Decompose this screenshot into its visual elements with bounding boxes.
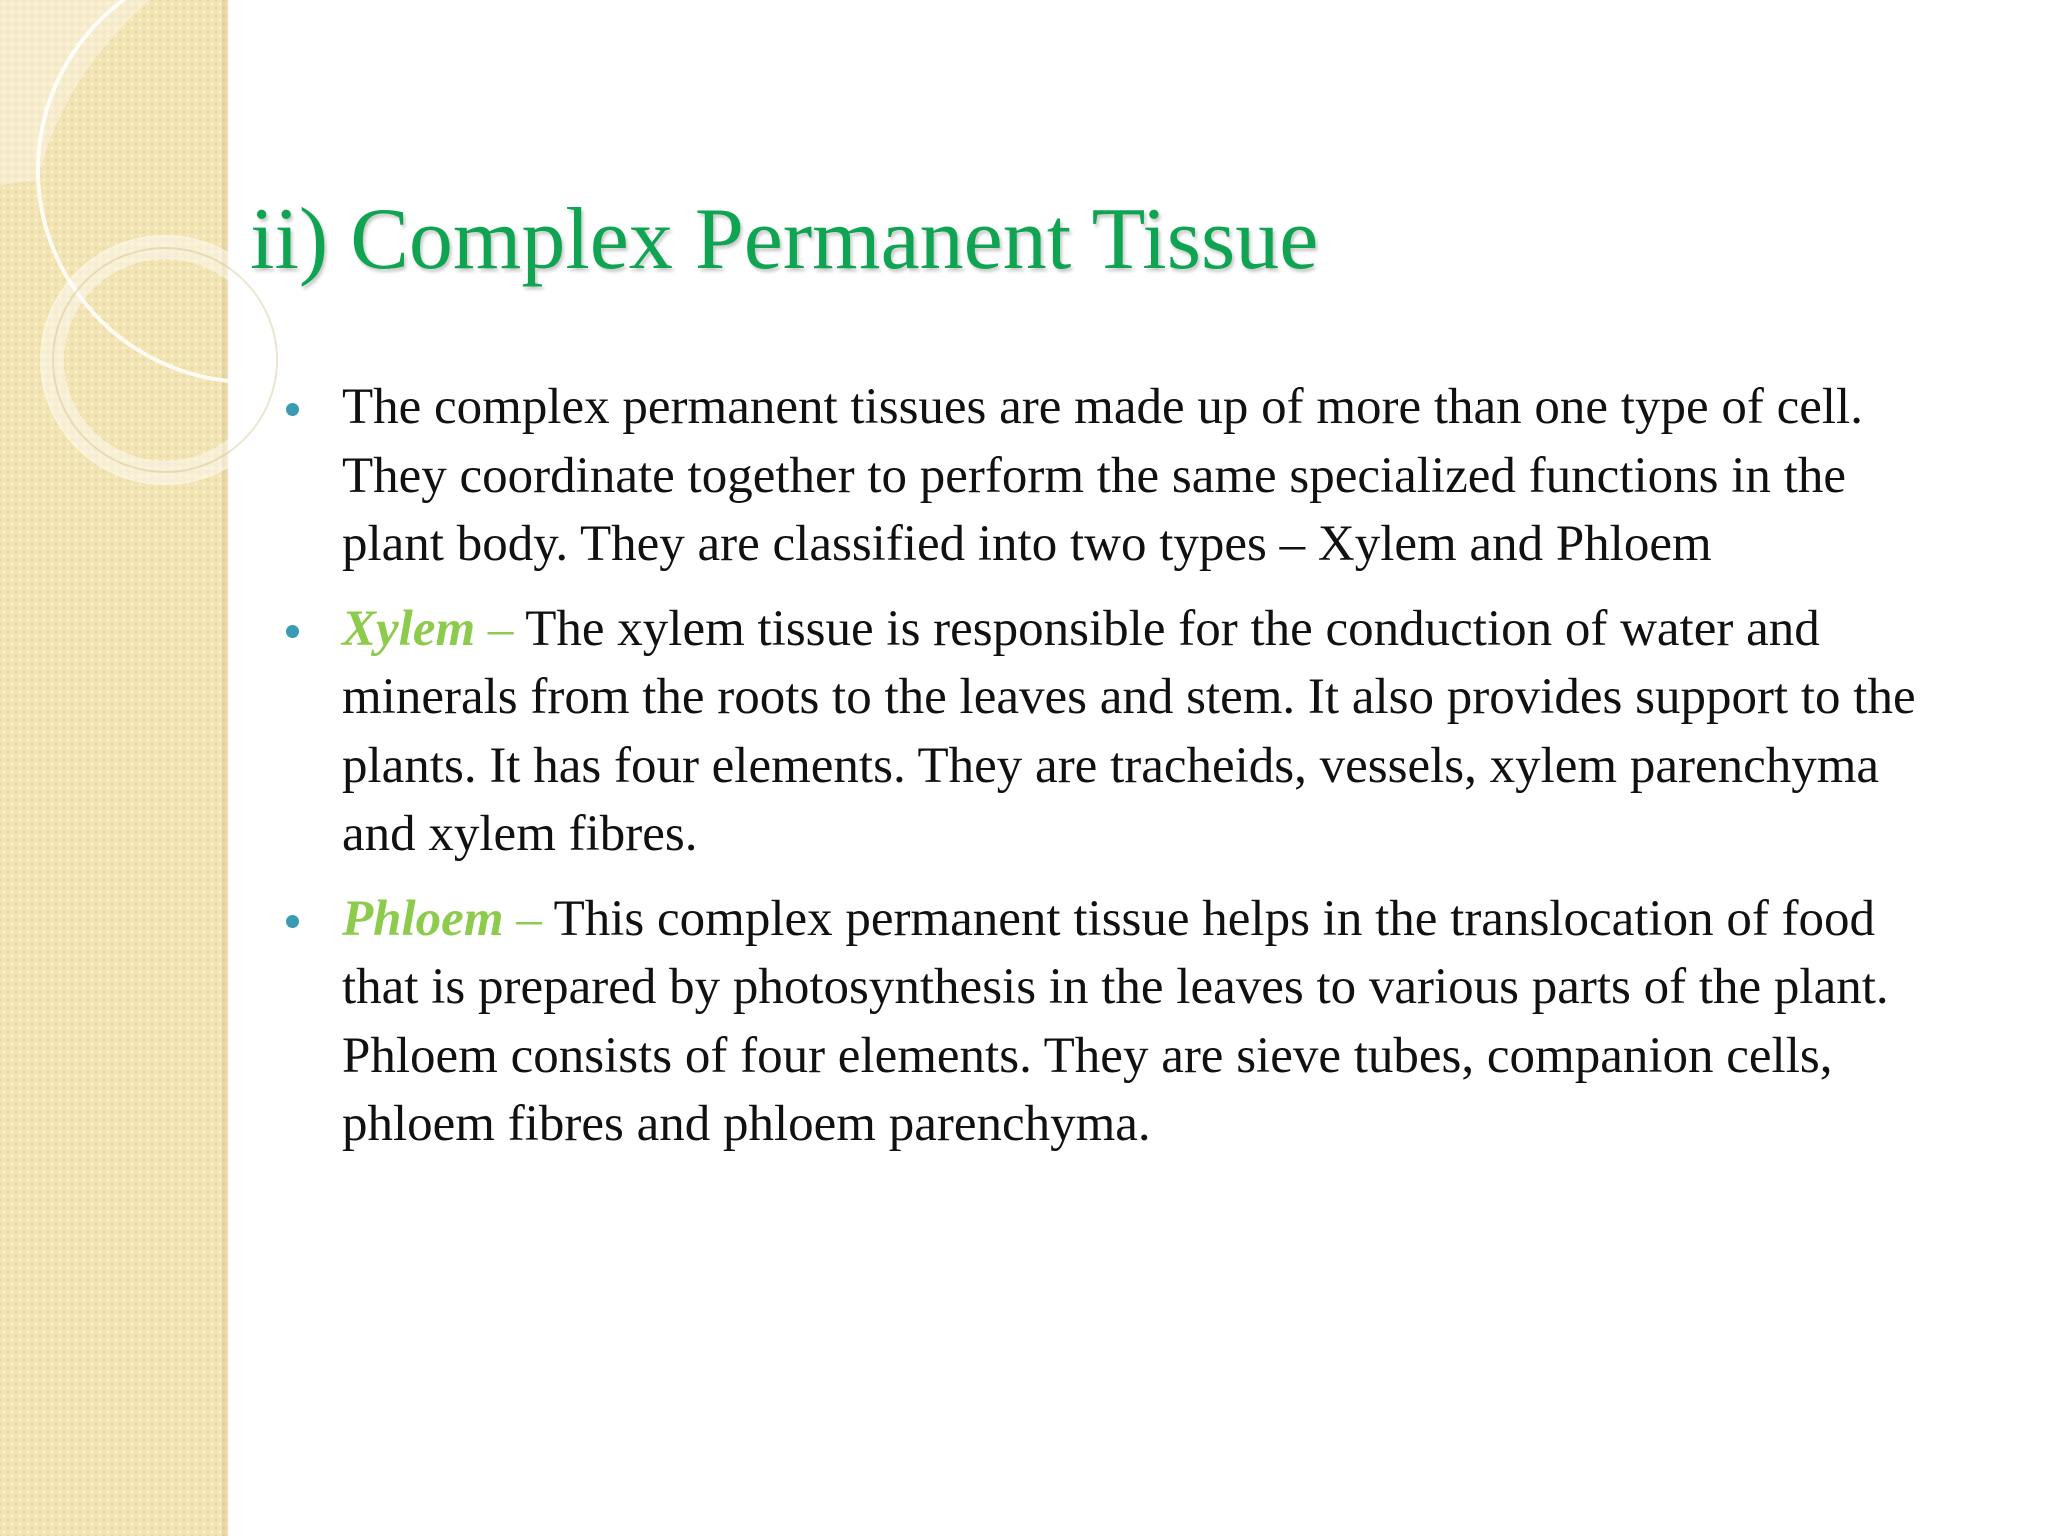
bullet-text: The xylem tissue is responsible for the conduction of water and minerals from the roots to the leaves and stem. It also provides support to the plants. It has four elements. They are tracheids, vessels, xylem parenchyma and xylem fibres. bbox=[342, 600, 1916, 862]
bullet-dot-icon bbox=[286, 625, 299, 638]
term-separator: – bbox=[503, 890, 554, 947]
bullet-list bbox=[280, 373, 1920, 1175]
bullet-item bbox=[280, 595, 1920, 869]
bullet-term: Phloem bbox=[342, 890, 504, 947]
bullet-term: Xylem bbox=[342, 600, 476, 657]
bullet-item bbox=[280, 885, 1920, 1159]
bullet-item bbox=[280, 373, 1920, 579]
bullet-dot-icon bbox=[286, 403, 299, 416]
bullet-text: This complex permanent tissue helps in the translocation of food that is prepared by photosynthesis in the leaves to various parts of the plant. Phloem consists of four elements. They are sieve tubes, companion cells, phloem fibres and phloem parenchyma. bbox=[342, 890, 1889, 1152]
slide-title: ii) Complex Permanent Tissue bbox=[250, 191, 1319, 288]
bullet-text: The complex permanent tissues are made up of more than one type of cell. They coordinate together to perform the same specialized functions in the plant body. They are classified into two types – Xylem and Phloem bbox=[342, 379, 1863, 572]
bullet-dot-icon bbox=[286, 915, 299, 928]
term-separator: – bbox=[475, 600, 526, 657]
